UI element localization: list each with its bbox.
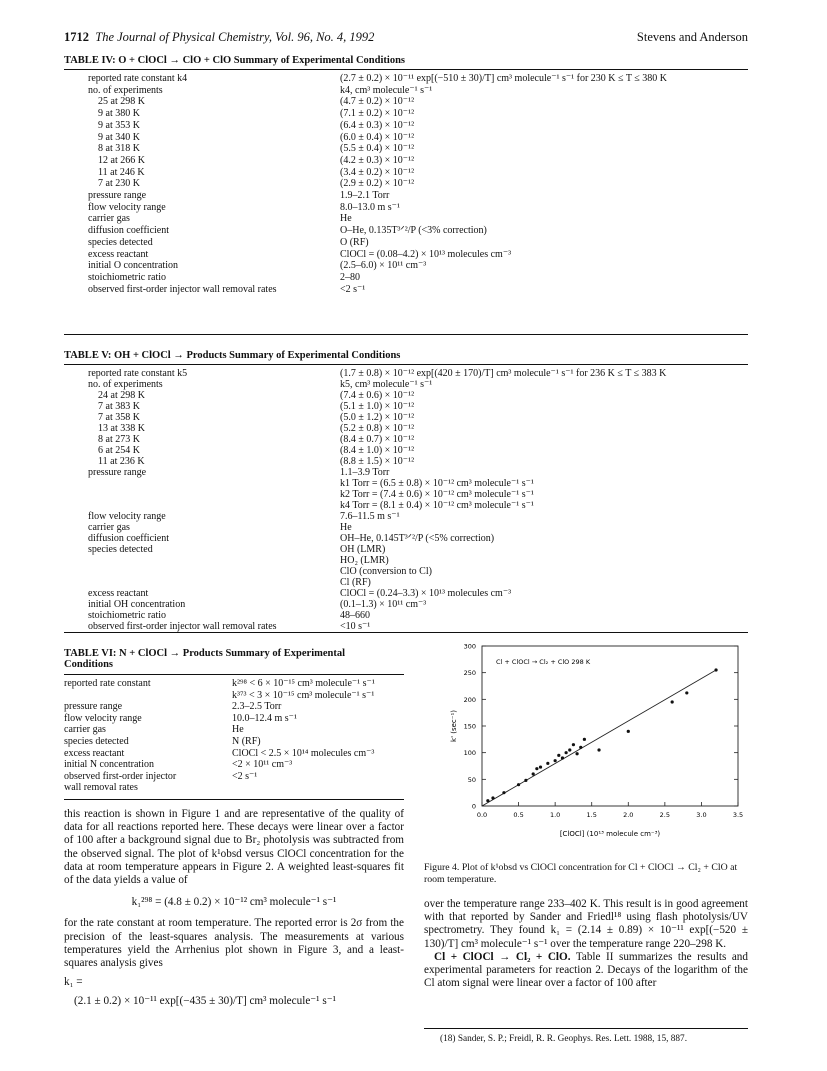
table5-row-value: OH–He, 0.145T³ᐟ²/P (<5% correction) <box>340 533 495 544</box>
table5-row-value: (8.8 ± 1.5) × 10⁻¹² <box>340 456 415 467</box>
table5-row-value: <10 s⁻¹ <box>340 621 371 632</box>
table6-row-value: <2 × 10¹¹ cm⁻³ <box>232 759 293 771</box>
table6-row-value: He <box>232 724 244 736</box>
y-tick-label: 0 <box>471 802 476 811</box>
x-tick-label: 2.5 <box>659 811 671 819</box>
table4-row-label: pressure range <box>88 190 147 201</box>
table5-row-label: 7 at 358 K <box>98 412 140 423</box>
table4-row-label: flow velocity range <box>88 201 166 213</box>
data-points <box>486 668 717 802</box>
table6-row-label: reported rate constant <box>64 678 151 689</box>
table5-row-value: 48–660 <box>340 610 370 621</box>
fit-line-group <box>482 670 716 806</box>
x-tick-label: 1.5 <box>586 811 597 819</box>
table4-row-label: carrier gas <box>88 213 130 225</box>
table5-row-value: ClO (conversion to Cl) <box>340 566 432 577</box>
y-tick-label: 150 <box>463 722 476 731</box>
table5-row-value: (8.4 ± 1.0) × 10⁻¹² <box>340 445 415 456</box>
right-paragraph-1: over the temperature range 233–402 K. This result is in good agreement with that reported by Sander and Friedl¹⁸ using flash photolysis/UV spectrometry. They found k₁ = (2.14 ± 0.89) × 10⁻¹¹ exp[(−520 ± 130)/T] cm³ molecule⁻¹ s⁻¹ over the temperature range 220–298 K. <box>424 898 748 950</box>
data-point <box>539 765 542 768</box>
table4-row-value: k4, cm³ molecule⁻¹ s⁻¹ <box>340 84 433 96</box>
table4-row-value: ClOCl = (0.08–4.2) × 10¹³ molecules cm⁻³ <box>340 248 512 260</box>
x-tick-label: 0.5 <box>513 811 524 819</box>
table5-row-value: HO₂ (LMR) <box>340 555 389 566</box>
table5-row-value: k4 Torr = (8.1 ± 0.4) × 10⁻¹² cm³ molecule⁻¹ s⁻¹ <box>340 500 534 511</box>
table5-row-value: (7.4 ± 0.6) × 10⁻¹² <box>340 390 415 401</box>
table4-row-label: excess reactant <box>88 248 149 260</box>
table4-row-value: (3.4 ± 0.2) × 10⁻¹² <box>340 166 415 178</box>
table5-row-value: k2 Torr = (7.4 ± 0.6) × 10⁻¹² cm³ molecule⁻¹ s⁻¹ <box>340 489 534 500</box>
data-point <box>524 779 527 782</box>
table4-row-label: 11 at 246 K <box>98 166 145 178</box>
data-point <box>575 752 578 755</box>
data-point <box>579 746 582 749</box>
figure4-caption: Figure 4. Plot of k¹obsd vs ClOCl concentration for Cl + ClOCl → Cl₂ + ClO at room temperature. <box>424 862 738 885</box>
footnote: (18) Sander, S. P.; Freidl, R. R. Geophys. Res. Lett. 1988, 15, 887. <box>440 1034 688 1044</box>
footnote-rule <box>424 1028 748 1029</box>
table5-row-value: (5.0 ± 1.2) × 10⁻¹² <box>340 412 415 423</box>
table5-row-value: Cl (RF) <box>340 577 371 588</box>
data-point <box>546 762 549 765</box>
table6-row-label: excess reactant <box>64 747 125 759</box>
table4-row-label: 8 at 318 K <box>98 143 140 155</box>
journal-citation: The Journal of Physical Chemistry, Vol. 96, No. 4, 1992 <box>95 30 375 44</box>
data-point <box>554 759 557 762</box>
table4-row-value: (7.1 ± 0.2) × 10⁻¹² <box>340 108 415 120</box>
data-point <box>568 748 571 751</box>
table5-row-label: 7 at 383 K <box>98 401 140 412</box>
data-point <box>714 668 717 671</box>
table5-row-label: observed first-order injector wall removal rates <box>88 621 277 632</box>
table4-row-value: O (RF) <box>340 236 369 248</box>
data-point <box>671 700 674 703</box>
x-axis-label: [ClOCl] (10¹³ molecule cm⁻³) <box>559 830 661 838</box>
table4-row-value: (4.7 ± 0.2) × 10⁻¹² <box>340 96 415 108</box>
table5-row-label: 24 at 298 K <box>98 390 145 401</box>
section-heading-cl-clocl: Cl + ClOCl → Cl₂ + ClO. <box>434 950 571 963</box>
table4-bottom-rule <box>64 334 748 335</box>
table5-top-rule <box>64 364 748 365</box>
table6-row-value: ClOCl < 2.5 × 10¹⁴ molecules cm⁻³ <box>232 747 375 759</box>
data-point <box>535 767 538 770</box>
data-point <box>561 756 564 759</box>
table6-row-label: species detected <box>64 736 129 747</box>
right-column-text <box>424 898 748 990</box>
table4-row-value: <2 s⁻¹ <box>340 283 366 295</box>
table5-row-value: k1 Torr = (6.5 ± 0.8) × 10⁻¹² cm³ molecule⁻¹ s⁻¹ <box>340 478 534 489</box>
table4-row-label: 9 at 353 K <box>98 119 140 131</box>
table4-row-value: (4.2 ± 0.3) × 10⁻¹² <box>340 154 415 166</box>
table5-row-label: reported rate constant k5 <box>88 368 188 379</box>
table4-row-value: (2.9 ± 0.2) × 10⁻¹² <box>340 178 415 190</box>
table4-row-value: 1.9–2.1 Torr <box>340 190 390 201</box>
table5-row-label: pressure range <box>88 467 147 478</box>
data-point <box>627 730 630 733</box>
data-point <box>517 783 520 786</box>
table4-row-label: 9 at 340 K <box>98 131 140 143</box>
data-point <box>583 738 586 741</box>
plot-annotation: Cl + ClOCl → Cl₂ + ClO 298 K <box>496 658 591 666</box>
page-header <box>64 30 748 46</box>
data-point <box>557 754 560 757</box>
table4-row-value: (6.4 ± 0.3) × 10⁻¹² <box>340 119 415 131</box>
table5-row-label: carrier gas <box>88 522 130 533</box>
table5-row-value: (0.1–1.3) × 10¹¹ cm⁻³ <box>340 599 427 610</box>
table5-row-label: stoichiometric ratio <box>88 610 167 621</box>
y-tick-label: 250 <box>463 669 476 678</box>
table4-row-label: diffusion coefficient <box>88 225 169 237</box>
table5-row-value: 1.1–3.9 Torr <box>340 467 390 478</box>
data-point <box>502 791 505 794</box>
table4-row-value: O–He, 0.135T³ᐟ²/P (<3% correction) <box>340 225 487 237</box>
table4-row-value: 8.0–13.0 m s⁻¹ <box>340 201 400 213</box>
table5-row-label: 6 at 254 K <box>98 445 140 456</box>
table6-title-line2: Conditions <box>64 659 114 670</box>
table4-row-label: 12 at 266 K <box>98 154 145 166</box>
table5-bottom-rule <box>64 632 748 633</box>
table5-title: TABLE V: OH + ClOCl → Products Summary of Experimental Conditions <box>64 350 401 361</box>
table4-row-label: initial O concentration <box>88 260 178 272</box>
y-tick-label: 50 <box>467 775 476 784</box>
page-number: 1712 <box>64 30 89 44</box>
table6-row-value: k³⁷³ < 3 × 10⁻¹⁵ cm³ molecule⁻¹ s⁻¹ <box>232 689 375 701</box>
table6-row-label: pressure range <box>64 701 123 713</box>
table5-row-value: (5.1 ± 1.0) × 10⁻¹² <box>340 401 415 412</box>
table4-title: TABLE IV: O + ClOCl → ClO + ClO Summary of Experimental Conditions <box>64 55 405 66</box>
x-tick-label: 3.0 <box>696 811 707 819</box>
y-axis-label: k' (sec⁻¹) <box>450 710 458 742</box>
table4-row-value: (2.7 ± 0.2) × 10⁻¹¹ exp[(−510 ± 30)/T] cm³ molecule⁻¹ s⁻¹ for 230 K ≤ T ≤ 380 K <box>340 73 667 84</box>
x-tick-label: 3.5 <box>732 811 744 819</box>
table6-bottom-rule <box>64 799 404 800</box>
right-paragraph-2-text: Table II summarizes the results and experimental parameters for reaction 2. Decays of the logarithm of the Cl atom signal were linear over a factor of 100 after <box>424 950 748 990</box>
table4-row-value: (2.5–6.0) × 10¹¹ cm⁻³ <box>340 260 427 272</box>
table6-title-line1: TABLE VI: N + ClOCl → Products Summary of Experimental <box>64 648 346 659</box>
data-point <box>491 796 494 799</box>
data-point <box>572 743 575 746</box>
table6-row-value: 10.0–12.4 m s⁻¹ <box>232 712 297 724</box>
table5-row-label: no. of experiments <box>88 379 163 390</box>
table5-row-value: ClOCl = (0.24–3.3) × 10¹³ molecules cm⁻³ <box>340 588 512 599</box>
y-tick-label: 100 <box>463 749 476 758</box>
table6-row-label: initial N concentration <box>64 759 154 771</box>
data-point <box>486 799 489 802</box>
x-tick-label: 0.0 <box>476 811 488 819</box>
table4-row-value: (5.5 ± 0.4) × 10⁻¹² <box>340 143 415 155</box>
table4-row-label: reported rate constant k4 <box>88 73 188 84</box>
table5-row-label: excess reactant <box>88 588 149 599</box>
equation-k1-lhs: k₁ = <box>64 976 83 989</box>
table5-row-label: diffusion coefficient <box>88 533 169 544</box>
table4-row-label: 9 at 380 K <box>98 108 140 120</box>
table4-row-value: (6.0 ± 0.4) × 10⁻¹² <box>340 131 415 143</box>
y-tick-label: 300 <box>463 642 476 651</box>
table5-row-value: k5, cm³ molecule⁻¹ s⁻¹ <box>340 379 433 390</box>
x-tick-label: 2.0 <box>623 811 634 819</box>
table5-row-label: flow velocity range <box>88 511 166 522</box>
table4-row-label: no. of experiments <box>88 84 163 96</box>
data-point <box>532 772 535 775</box>
table5-row-label: initial OH concentration <box>88 599 186 610</box>
table5-row-value: 7.6–11.5 m s⁻¹ <box>340 511 400 522</box>
left-paragraph-2: for the rate constant at room temperature. The reported error is 2σ from the precision of the least-squares analysis. The measurements at various temperatures yield the Arrhenius plot shown in Figure 3, and a least-squares analysis gives <box>64 917 404 970</box>
authors: Stevens and Anderson <box>636 30 748 44</box>
table4-row-label: stoichiometric ratio <box>88 271 167 283</box>
table4-top-rule <box>64 69 748 70</box>
equation-k1-arrhenius: (2.1 ± 0.2) × 10⁻¹¹ exp[(−435 ± 30)/T] cm³ molecule⁻¹ s⁻¹ <box>74 995 336 1008</box>
equation-k1-298: k₁²⁹⁸ = (4.8 ± 0.2) × 10⁻¹² cm³ molecule⁻¹ s⁻¹ <box>131 896 337 909</box>
left-paragraph-1: this reaction is shown in Figure 1 and are representative of the quality of data for all reactions reported here. These decays were linear over a factor of 100 after a background signal due to Br₂ photolysis was subtracted from the observed signal. The plot of k¹obsd versus ClOCl concentration for the data at room temperature appears in Figure 2. A weighted least-squares fit of the data yields a value of <box>64 808 404 887</box>
table4-row-label: 25 at 298 K <box>98 96 145 108</box>
table6-row-label: flow velocity range <box>64 712 142 724</box>
table4-row-value: 2–80 <box>340 271 360 283</box>
table5-row-value: He <box>340 522 352 533</box>
table5-row-label: 13 at 338 K <box>98 423 145 434</box>
table5-row-label: species detected <box>88 544 153 555</box>
table6-title <box>64 648 404 670</box>
table5-row-label: 8 at 273 K <box>98 434 140 445</box>
table6-row-label: observed first-order injector <box>64 770 177 782</box>
y-tick-label: 200 <box>463 695 476 704</box>
table6-row-label: carrier gas <box>64 724 106 736</box>
table5-row-value: (8.4 ± 0.7) × 10⁻¹² <box>340 434 415 445</box>
figure4-chart <box>420 636 748 846</box>
table5-row-label: 11 at 236 K <box>98 456 145 467</box>
table6-row-value: N (RF) <box>232 736 261 747</box>
data-point <box>565 751 568 754</box>
table4-row-label: observed first-order injector wall removal rates <box>88 283 277 295</box>
table5-row-value: (1.7 ± 0.8) × 10⁻¹² exp[(420 ± 170)/T] cm³ molecule⁻¹ s⁻¹ for 236 K ≤ T ≤ 383 K <box>340 368 667 379</box>
table6-row-value: <2 s⁻¹ <box>232 770 258 782</box>
plot-frame <box>482 646 738 806</box>
left-column-text <box>64 808 404 1009</box>
right-paragraph-2 <box>424 951 748 991</box>
data-point <box>685 691 688 694</box>
table6-row-value: 2.3–2.5 Torr <box>232 701 282 713</box>
table5-row-value: (5.2 ± 0.8) × 10⁻¹² <box>340 423 415 434</box>
table6-row-value: k²⁹⁸ < 6 × 10⁻¹⁵ cm³ molecule⁻¹ s⁻¹ <box>232 678 375 689</box>
table5-row-value: OH (LMR) <box>340 544 386 555</box>
table6-row-label: wall removal rates <box>64 782 138 794</box>
data-point <box>597 748 600 751</box>
table4-row-value: He <box>340 213 352 225</box>
table6-top-rule <box>64 674 404 675</box>
x-tick-label: 1.0 <box>549 811 561 819</box>
table4-row-label: species detected <box>88 236 153 248</box>
table4-row-label: 7 at 230 K <box>98 178 140 190</box>
fit-line <box>482 670 716 806</box>
